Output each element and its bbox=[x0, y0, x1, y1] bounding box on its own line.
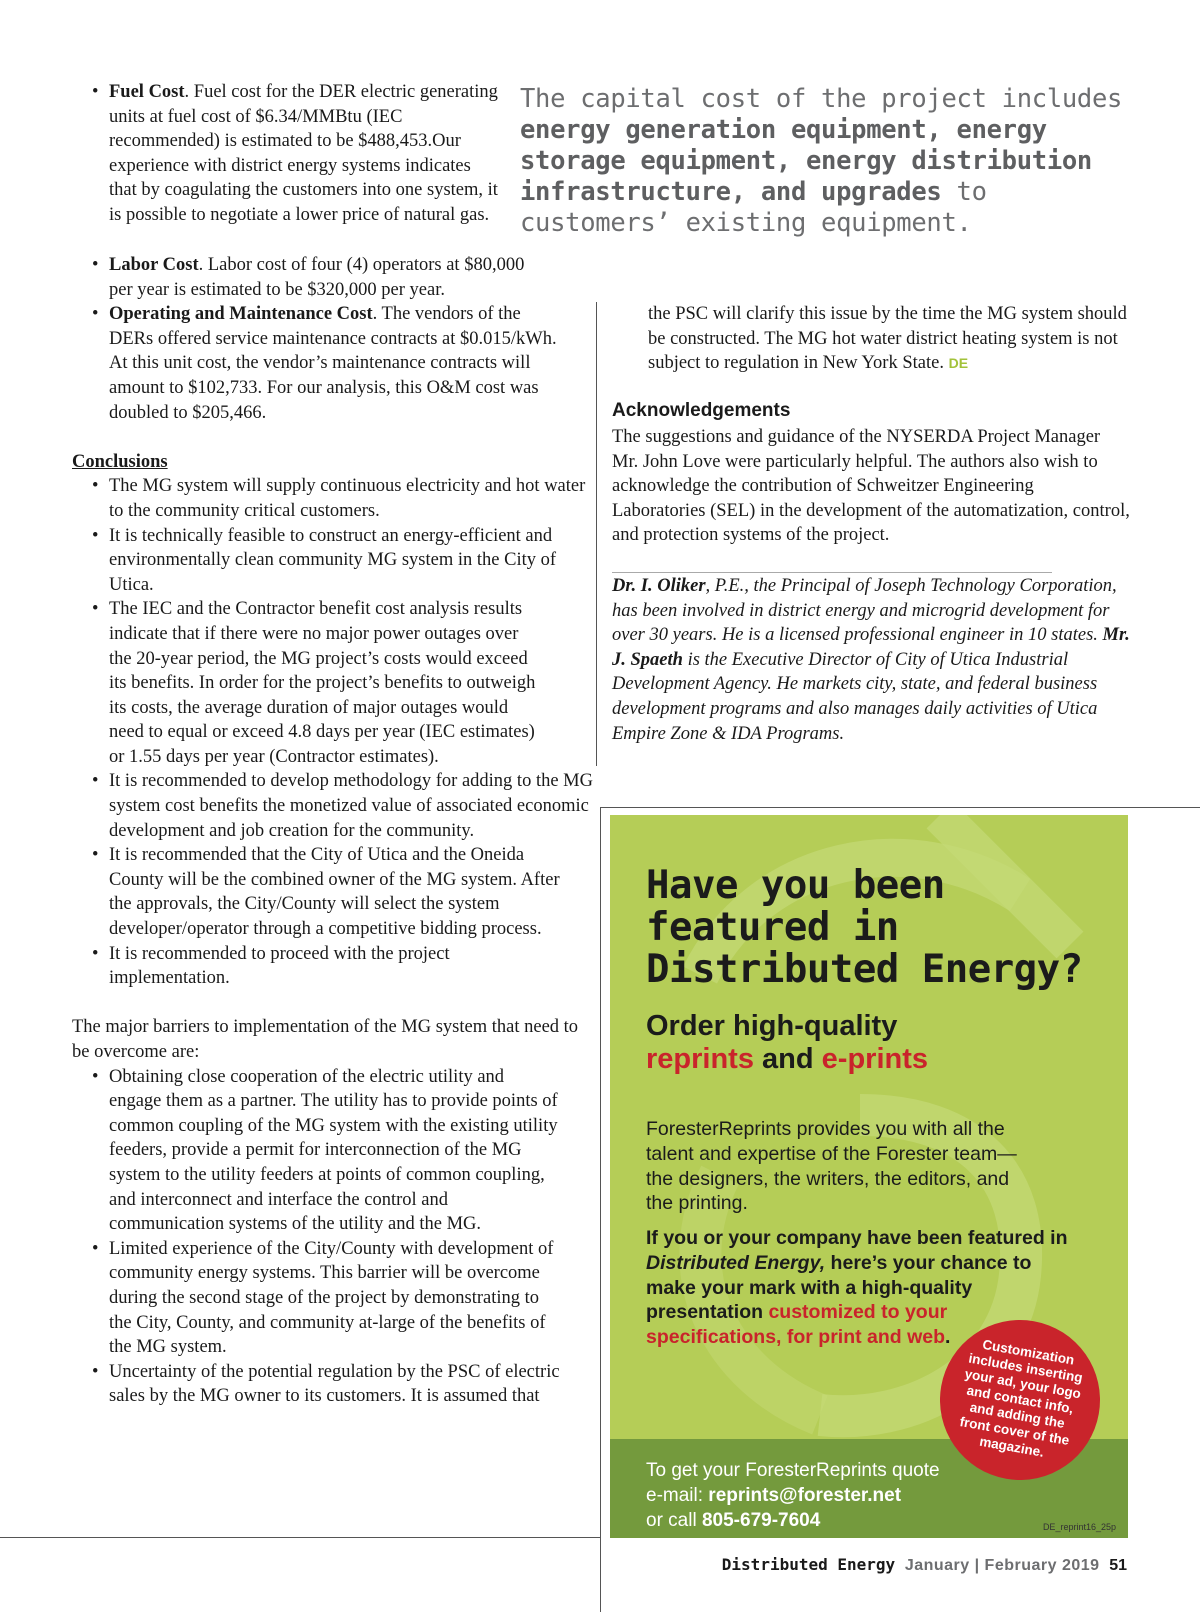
page-folio: Distributed Energy January | February 2019 51 bbox=[721, 1555, 1127, 1574]
ad-body: ForesterReprints provides you with all the talent and expertise of the Forester team—the designers, the writers, the editors, and the printing. bbox=[646, 1118, 1017, 1215]
cost-list-lower bbox=[72, 253, 558, 425]
list-item: • Limited experience of the City/County with development of community energy systems. This barrier will be overcome during the second stage of the project by demonstrating to the City, County, and community at-large of the benefits of the MG system. bbox=[72, 1237, 565, 1360]
barriers-intro: The major barriers to implementation of the MG system that need to be overcome are: bbox=[72, 1017, 579, 1062]
ad-subheadline: Order high-quality reprints and e-prints bbox=[646, 1010, 928, 1075]
ad-contact: To get your ForesterReprints quote e-mail: reprints@forester.net or call 805-679-7604 bbox=[646, 1460, 940, 1531]
conclusions-list bbox=[72, 474, 594, 990]
ad-top-rule bbox=[600, 807, 1200, 808]
phone-link[interactable]: 805-679-7604 bbox=[701, 1510, 821, 1531]
column-divider bbox=[596, 302, 597, 766]
ad-headline: Have you been featured in Distributed Energy? bbox=[646, 863, 1083, 992]
list-item: • Fuel Cost. Fuel cost for the DER electric generating units at fuel cost of $6.34/MMBtu (IEC recommended) is estimated to be $488,453.Our experience with district energy systems indicates that by coagulating the customers into one system, it is possible to negotiate a lower price of natural gas. bbox=[72, 80, 498, 228]
author-bio: Dr. I. Oliker, P.E., the Principal of Joseph Technology Corporation, has been involved in district energy and microgrid development for over 30 years. He is a licensed professional engineer in 10 states. Mr. J. Spaeth is the Executive Director of City of Utica Industrial Development Agency. He markets city, state, and federal business development programs and also manages daily activities of Utica Empire Zone & IDA Programs. bbox=[612, 576, 1130, 744]
acknowledgements-text: The suggestions and guidance of the NYSERDA Project Manager Mr. John Love were particularly helpful. The authors also wish to acknowledge the contribution of Schweitzer Engineering Laboratories (SEL) in the development of the automatization, control, and protection systems of the project. bbox=[612, 427, 1130, 546]
list-item: • The IEC and the Contractor benefit cost analysis results indicate that if there were no major power outages over the 20-year period, the MG project’s costs would exceed its benefits. In order for the project’s benefits to outweigh its costs, the average duration of major outages would need to equal or exceed 4.8 days per year (IEC estimates) or 1.55 days per year (Contractor estimates). bbox=[72, 597, 540, 769]
list-item: • Labor Cost. Labor cost of four (4) operators at $80,000 per year is estimated to be $320,000 per year. bbox=[72, 253, 529, 302]
acknowledgements-heading: Acknowledgements bbox=[612, 400, 791, 421]
list-item: • Uncertainty of the potential regulation by the PSC of electric sales by the MG owner to its customers. It is assumed that bbox=[72, 1360, 587, 1409]
list-item: • Operating and Maintenance Cost. The vendors of the DERs offered service maintenance contracts at $0.015/kWh. At this unit cost, the vendor’s maintenance contracts will amount to $102,733. For our analysis, this O&M cost was doubled to $205,466. bbox=[72, 302, 558, 425]
ad-cta: If you or your company have been featured in Distributed Energy, here’s your chance to make your mark with a high-quality presentation customized to your specifications, for print and web. bbox=[646, 1227, 1068, 1349]
list-item: • It is recommended to develop methodology for adding to the MG system cost benefits the monetized value of associated economic development and job creation for the community. bbox=[72, 769, 594, 843]
ad-code: DE_reprint16_25p bbox=[1042, 1522, 1116, 1532]
bio-rule bbox=[612, 572, 1052, 573]
email-link[interactable]: reprints@forester.net bbox=[708, 1485, 902, 1506]
pull-quote: The capital cost of the project includes energy generation equipment, energy storage equipment, energy distribution infrastructure, and upgrades to customers’ existing equipment. bbox=[520, 84, 1123, 238]
ad-divider bbox=[600, 807, 601, 1612]
barriers-list bbox=[72, 1065, 594, 1409]
list-item: • It is recommended to proceed with the project implementation. bbox=[72, 942, 509, 991]
continued-text: the PSC will clarify this issue by the time the MG system should be constructed. The MG hot water district heating system is not subject to regulation in New York State. DE bbox=[648, 304, 1127, 374]
fuel-cost-label: Fuel Cost bbox=[109, 82, 185, 102]
cost-list bbox=[72, 80, 498, 228]
list-item: • The MG system will supply continuous electricity and hot water to the community critical customers. bbox=[72, 474, 594, 523]
list-item: • It is technically feasible to construct an energy-efficient and environmentally clean community MG system in the City of Utica. bbox=[72, 524, 594, 598]
end-mark: DE bbox=[948, 355, 969, 372]
list-item: • It is recommended that the City of Utica and the Oneida County will be the combined owner of the MG system. After the approvals, the City/County will select the system developer/operator through a competitive bidding process. bbox=[72, 843, 569, 941]
reprints-ad[interactable] bbox=[610, 815, 1128, 1538]
conclusions-heading: Conclusions bbox=[72, 451, 168, 472]
customization-badge: Customization includes inserting your ad, your logo and contact info, and adding the front cover of the magazine. bbox=[927, 1307, 1112, 1492]
list-item: • Obtaining close cooperation of the electric utility and engage them as a partner. The utility has to provide points of common coupling of the MG system with the existing utility feeders, provide a permit for interconnection of the MG system to the utility feeders at points of common coupling, and interconnect and interface the control and communication systems of the utility and the MG. bbox=[72, 1065, 559, 1237]
bottom-rule bbox=[0, 1537, 600, 1538]
left-column bbox=[72, 253, 594, 1409]
page-number: 51 bbox=[1109, 1557, 1127, 1574]
